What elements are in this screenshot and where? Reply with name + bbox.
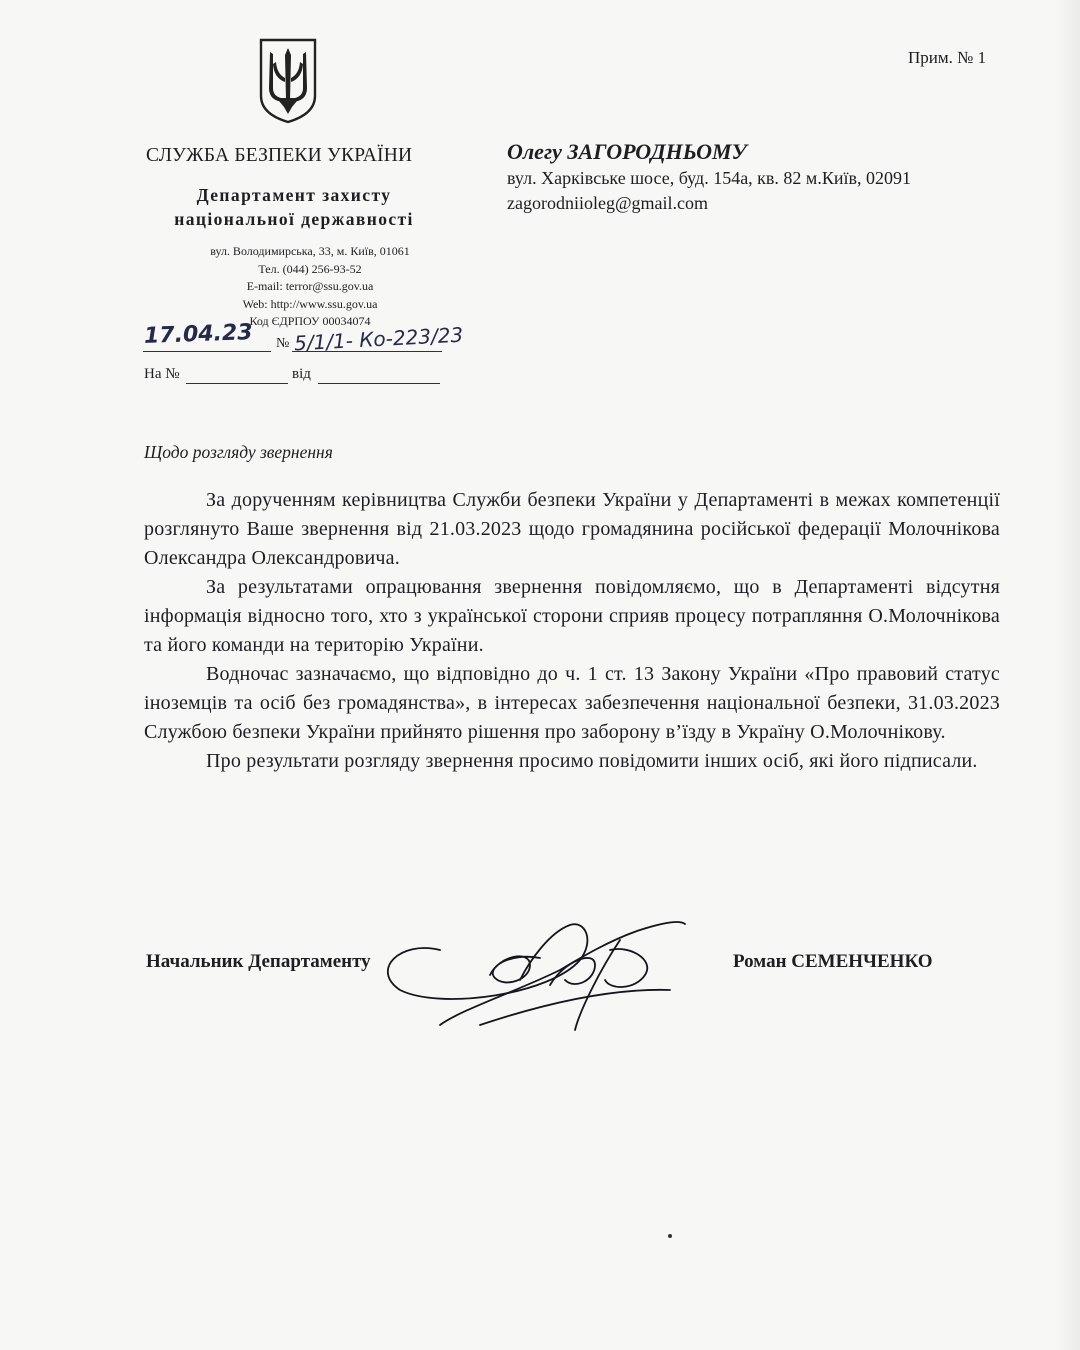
reply-number-label: На № xyxy=(144,366,180,382)
letter-body xyxy=(144,486,1000,776)
registration-number: 5/1/1- Ко-223/23 xyxy=(293,322,464,356)
sender-address: вул. Володимирська, 33, м. Київ, 01061 xyxy=(210,244,410,258)
handwritten-signature xyxy=(380,900,710,1040)
reply-date-line xyxy=(318,383,440,384)
body-paragraph: За дорученням керівництва Служби безпеки України у Департаменті в межах компетенції розглянуто Ваше звернення від 21.03.2023 щодо громадянина російської федерації Молочнікова Олександра Олександровича. xyxy=(144,489,1000,569)
registration-number-label: № xyxy=(276,336,290,351)
annex-label: Прим. № 1 xyxy=(908,48,987,67)
body-paragraph: Водночас зазначаємо, що відповідно до ч. 1 ст. 13 Закону України «Про правовий статус іноземців та осіб без громадянства», в інтересах забезпечення національної безпеки, 31.03.2023 Службою безпеки України прийнято рішення про заборону в’їзду в Україну О.Молочнікову. xyxy=(144,663,1000,743)
signatory-name: Роман СЕМЕНЧЕНКО xyxy=(733,951,933,972)
reply-date-label: від xyxy=(292,366,311,382)
signatory-title: Начальник Департаменту xyxy=(146,951,371,972)
page-edge-shadow xyxy=(1054,0,1080,1350)
sender-contacts xyxy=(160,243,460,331)
sender-web: Web: http://www.ssu.gov.ua xyxy=(242,296,378,311)
reply-number-line xyxy=(186,383,288,384)
recipient-name: Олегу ЗАГОРОДНЬОМУ xyxy=(507,139,747,164)
registration-date: 17.04.23 xyxy=(143,320,253,349)
recipient-address: вул. Харківське шосе, буд. 154а, кв. 82 м.Київ, 02091 xyxy=(507,168,911,188)
sender-phone: Тел. (044) 256-93-52 xyxy=(258,261,362,276)
department-name xyxy=(138,183,450,231)
organization-name: СЛУЖБА БЕЗПЕКИ УКРАЇНИ xyxy=(146,145,413,166)
registration-number-line xyxy=(292,351,442,352)
trident-coat-of-arms-icon xyxy=(258,38,318,124)
sender-edrpou: Код ЄДРПОУ 00034074 xyxy=(249,314,371,328)
department-line-1: Департамент захисту xyxy=(196,185,392,205)
body-paragraph: За результатами опрацювання звернення повідомляємо, що в Департаменті відсутня інформація відносно того, хто з української сторони сприяв процесу потрапляння О.Молочнікова та його команди на територію України. xyxy=(144,576,1000,656)
letter-subject: Щодо розгляду звернення xyxy=(144,442,333,462)
body-paragraph: Про результати розгляду звернення просимо повідомити інших осіб, які його підписали. xyxy=(206,750,978,772)
registration-date-line xyxy=(143,351,271,352)
recipient-email: zagorodniioleg@gmail.com xyxy=(507,193,709,213)
paper-speck xyxy=(668,1234,672,1238)
department-line-2: національної державності xyxy=(174,209,414,229)
sender-email: E-mail: terror@ssu.gov.ua xyxy=(246,279,374,293)
